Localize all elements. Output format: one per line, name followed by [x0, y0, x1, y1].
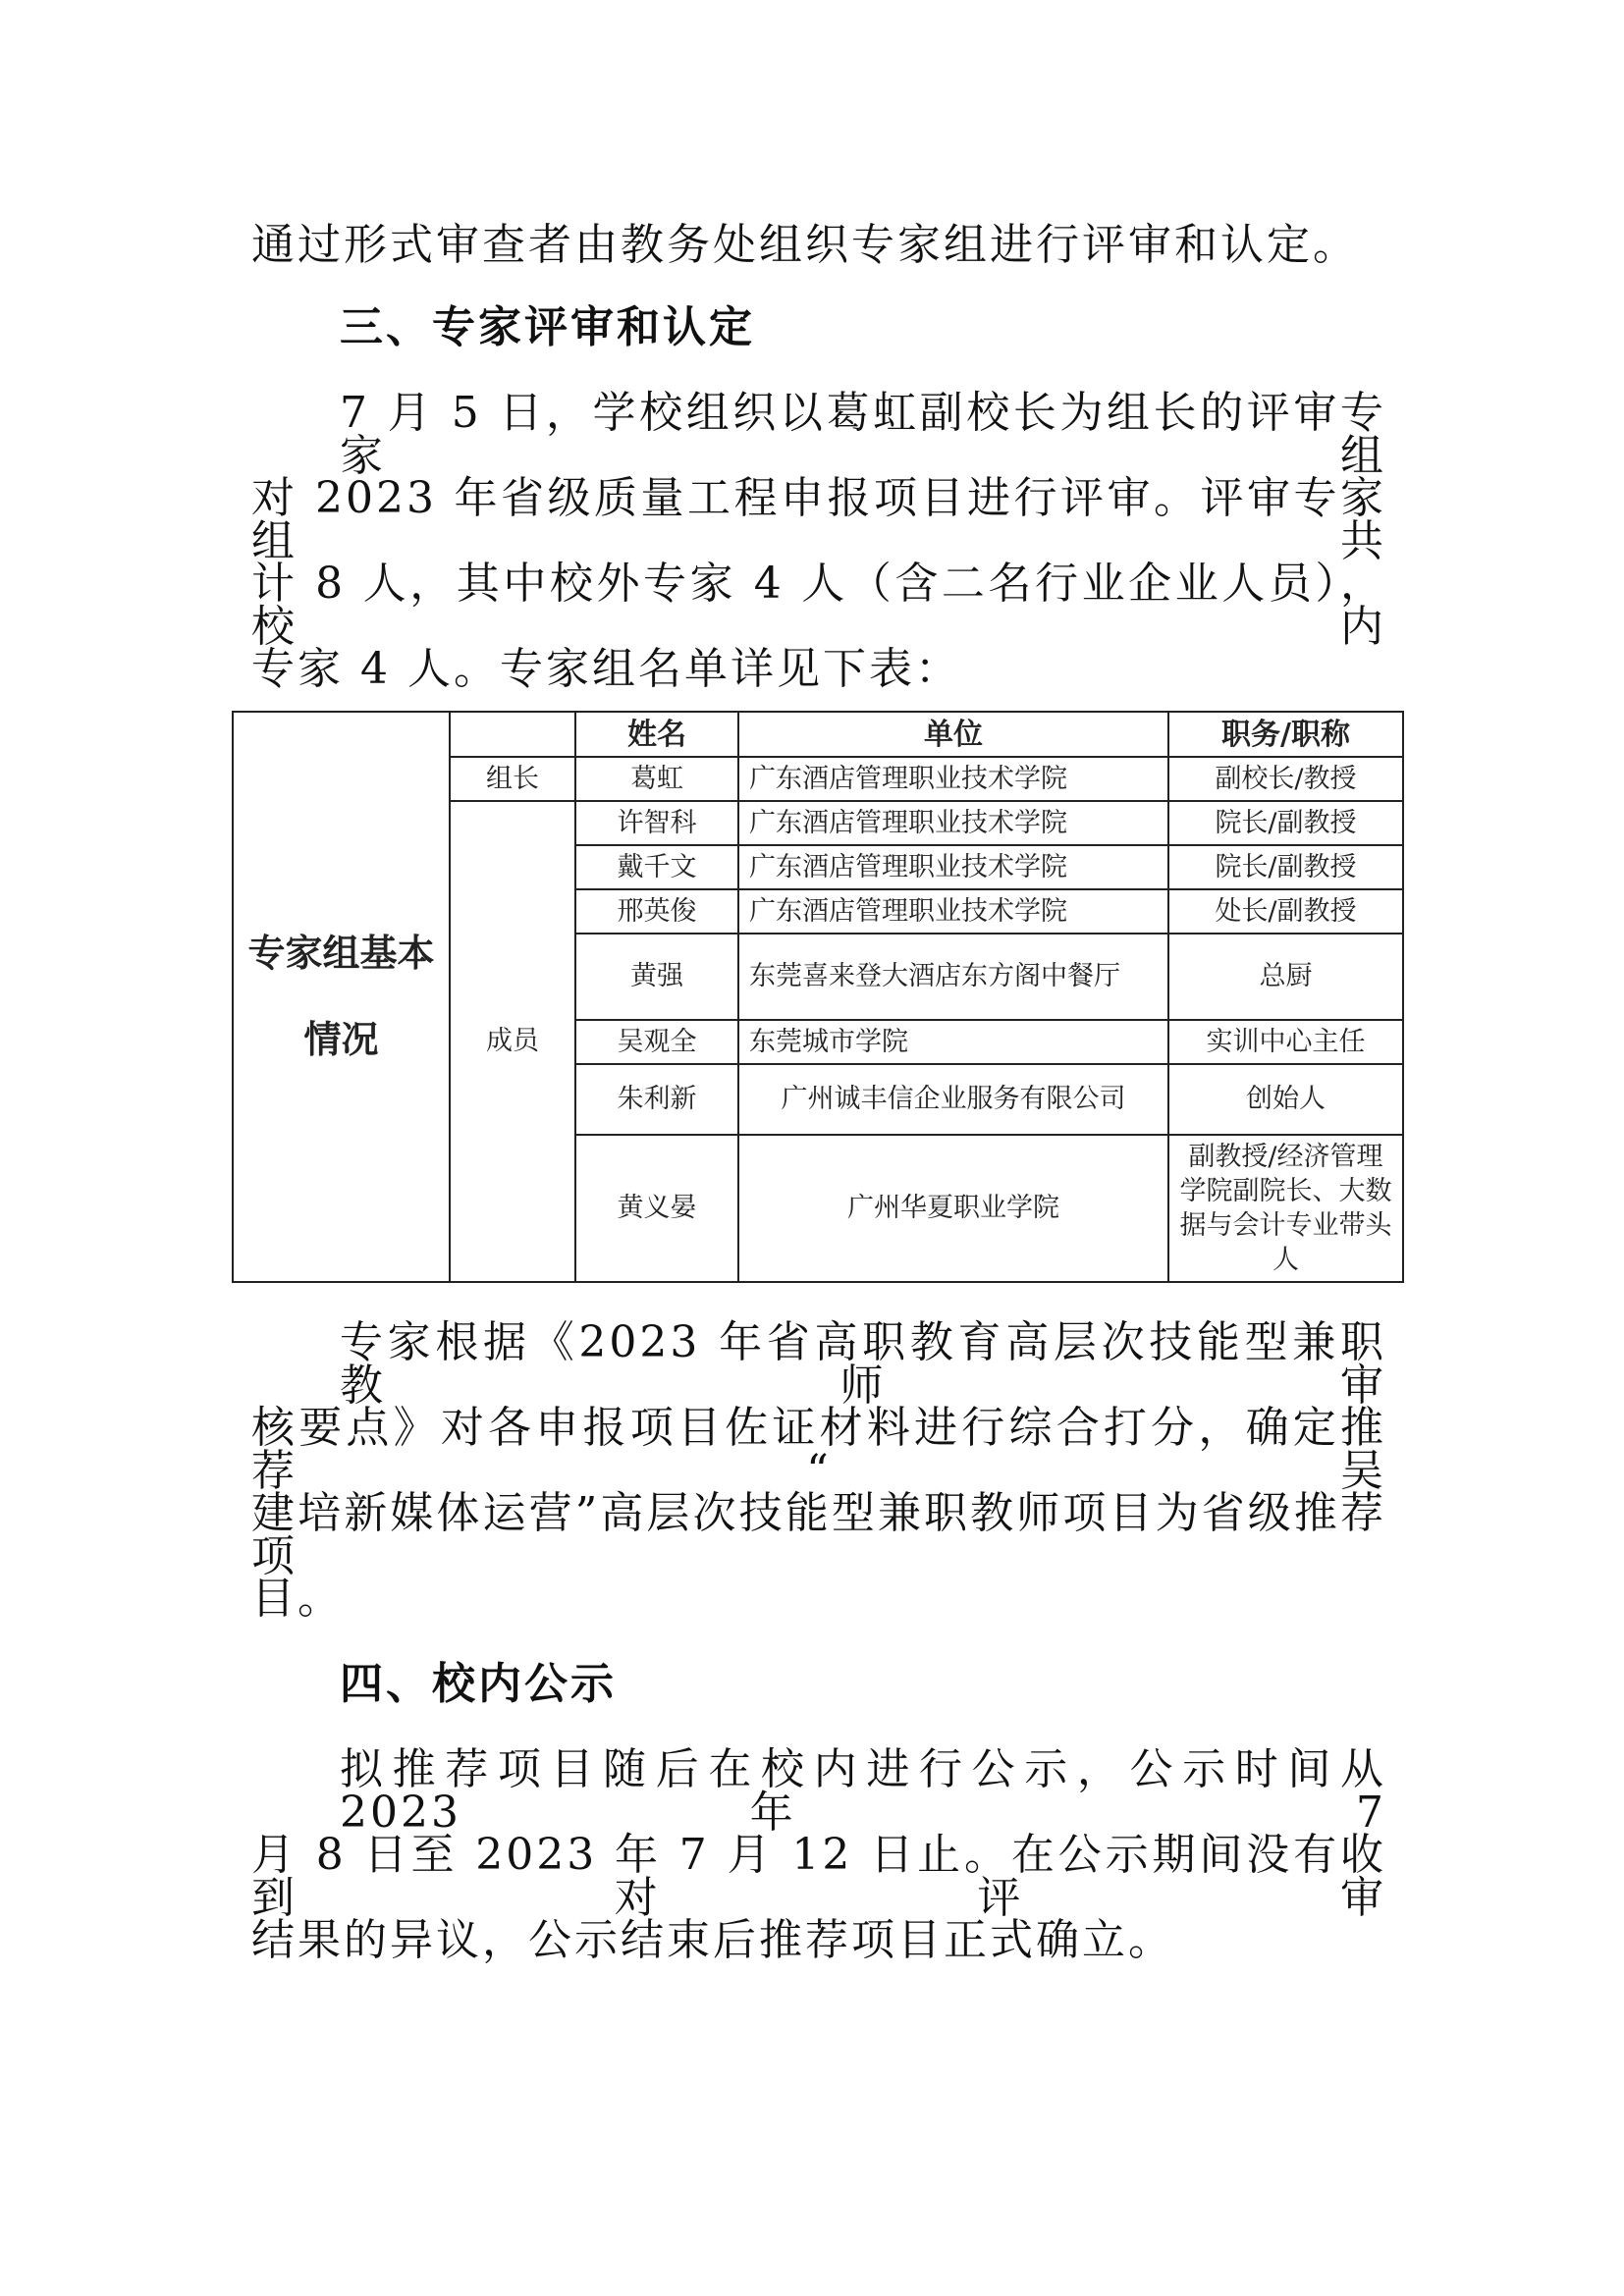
role-cell: 组长 [450, 757, 575, 801]
unit-cell: 广州诚丰信企业服务有限公司 [738, 1064, 1168, 1135]
name-cell: 朱利新 [575, 1064, 738, 1135]
name-cell: 黄义晏 [575, 1135, 738, 1282]
name-cell: 吴观全 [575, 1020, 738, 1064]
paragraph-line: 通过形式审查者由教务处组织专家组进行评审和认定。 [251, 220, 1359, 270]
unit-header-cell: 单位 [738, 712, 1168, 757]
role-header-cell [450, 712, 575, 757]
title-cell: 创始人 [1168, 1064, 1403, 1135]
name-cell: 葛虹 [575, 757, 738, 801]
title-cell: 实训中心主任 [1168, 1020, 1403, 1064]
title-cell: 院长/副教授 [1168, 845, 1403, 889]
unit-cell: 广东酒店管理职业技术学院 [738, 757, 1168, 801]
name-cell: 戴千文 [575, 845, 738, 889]
paragraph-line: 结果的异议，公示结束后推荐项目正式确立。 [251, 1915, 1174, 1965]
section-label-cell: 专家组基本情况 [233, 712, 450, 1282]
unit-cell: 广东酒店管理职业技术学院 [738, 845, 1168, 889]
name-cell: 黄强 [575, 934, 738, 1020]
role-cell: 成员 [450, 801, 575, 1282]
name-cell: 邢英俊 [575, 889, 738, 934]
title-cell: 总厨 [1168, 934, 1403, 1020]
title-cell: 处长/副教授 [1168, 889, 1403, 934]
name-header-cell: 姓名 [575, 712, 738, 757]
paragraph-line: 拟推荐项目随后在校内进行公示，公示时间从 2023 年 7 [340, 1744, 1386, 1838]
paragraph-line: 专家根据《2023 年省高职教育高层次技能型兼职教师审 [340, 1317, 1386, 1411]
paragraph-line: 核要点》对各申报项目佐证材料进行综合打分，确定推荐“吴 [251, 1403, 1386, 1496]
title-header-cell: 职务/职称 [1168, 712, 1403, 757]
section-heading-3: 三、专家评审和认定 [340, 302, 755, 352]
paragraph-line: 目。 [251, 1574, 344, 1624]
unit-cell: 广州华夏职业学院 [738, 1135, 1168, 1282]
table-header-row [233, 712, 1403, 757]
title-cell: 副校长/教授 [1168, 757, 1403, 801]
paragraph-line: 对 2023 年省级质量工程申报项目进行评审。评审专家组共 [251, 473, 1386, 566]
unit-cell: 广东酒店管理职业技术学院 [738, 889, 1168, 934]
title-cell: 副教授/经济管理学院副院长、大数据与会计专业带头人 [1168, 1135, 1403, 1282]
unit-cell: 广东酒店管理职业技术学院 [738, 801, 1168, 845]
title-cell: 院长/副教授 [1168, 801, 1403, 845]
expert-panel-table [232, 711, 1404, 1283]
section-heading-4: 四、校内公示 [340, 1659, 617, 1709]
paragraph-line: 建培新媒体运营”高层次技能型兼职教师项目为省级推荐项 [251, 1488, 1386, 1581]
paragraph-line: 月 8 日至 2023 年 7 月 12 日止。在公示期间没有收到对评审 [251, 1830, 1386, 1923]
name-cell: 许智科 [575, 801, 738, 845]
paragraph-line: 7 月 5 日，学校组织以葛虹副校长为组长的评审专家组 [340, 388, 1386, 481]
unit-cell: 东莞喜来登大酒店东方阁中餐厅 [738, 934, 1168, 1020]
paragraph-line: 计 8 人，其中校外专家 4 人（含二名行业企业人员），校内 [251, 559, 1386, 652]
paragraph-line: 专家 4 人。专家组名单详见下表： [251, 644, 961, 694]
unit-cell: 东莞城市学院 [738, 1020, 1168, 1064]
